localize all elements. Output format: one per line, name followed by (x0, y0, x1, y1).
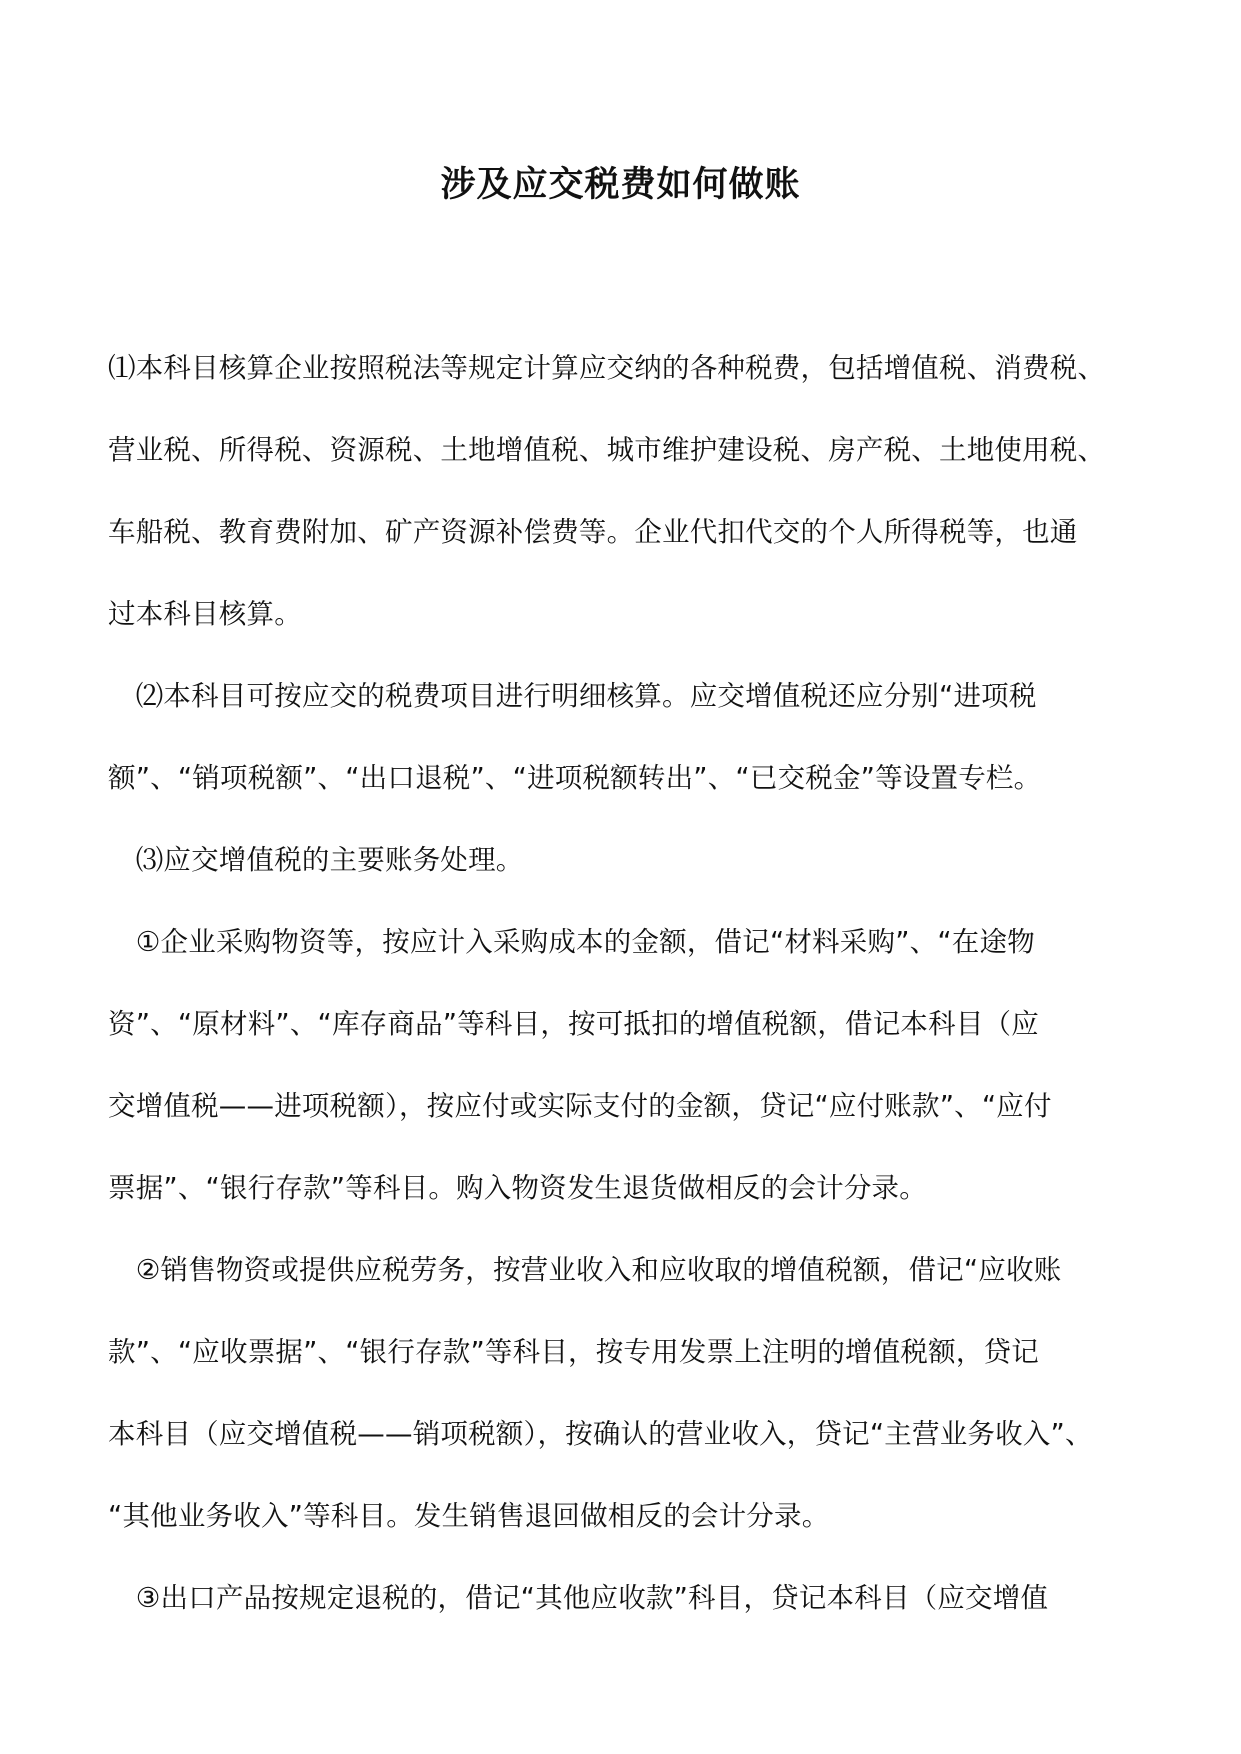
text-line: 过本科目核算。 (108, 598, 302, 630)
text-line: 本科目（应交增值税——销项税额），按确认的营业收入，贷记“主营业务收入”、 (108, 1418, 1093, 1450)
text-line: 车船税、教育费附加、矿产资源补偿费等。企业代扣代交的个人所得税等，也通 (108, 516, 1078, 548)
text-line: 交增值税——进项税额），按应付或实际支付的金额，贷记“应付账款”、“应付 (108, 1090, 1052, 1122)
text-line: ③出口产品按规定退税的，借记“其他应收款”科目，贷记本科目（应交增值 (108, 1582, 1049, 1614)
text-line: ②销售物资或提供应税劳务，按营业收入和应收取的增值税额，借记“应收账 (108, 1254, 1062, 1286)
text-line: 票据”、“银行存款”等科目。购入物资发生退货做相反的会计分录。 (108, 1172, 927, 1204)
text-line: “其他业务收入”等科目。发生销售退回做相反的会计分录。 (108, 1500, 830, 1532)
text-line: 营业税、所得税、资源税、土地增值税、城市维护建设税、房产税、土地使用税、 (108, 434, 1106, 466)
text-line: ⑴本科目核算企业按照税法等规定计算应交纳的各种税费，包括增值税、消费税、 (108, 352, 1106, 384)
text-line: 额”、“销项税额”、“出口退税”、“进项税额转出”、“已交税金”等设置专栏。 (108, 762, 1042, 794)
text-line: ⑶应交增值税的主要账务处理。 (108, 844, 524, 876)
text-line: ⑵本科目可按应交的税费项目进行明细核算。应交增值税还应分别“进项税 (108, 680, 1037, 712)
text-line: 款”、“应收票据”、“银行存款”等科目，按专用发票上注明的增值税额，贷记 (108, 1336, 1039, 1368)
text-line: 资”、“原材料”、“库存商品”等科目，按可抵扣的增值税额，借记本科目（应 (108, 1008, 1039, 1040)
text-line: ①企业采购物资等，按应计入采购成本的金额，借记“材料采购”、“在途物 (108, 926, 1035, 958)
document-title: 涉及应交税费如何做账 (440, 165, 801, 205)
